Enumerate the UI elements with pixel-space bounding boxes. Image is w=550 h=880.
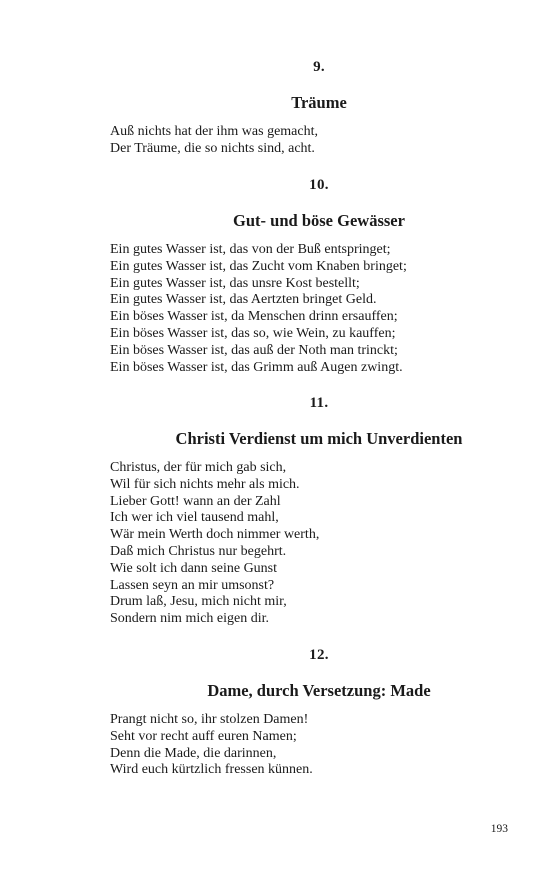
poem-line: Seht vor recht auff euren Namen;	[110, 728, 297, 744]
poem-line: Ein gutes Wasser ist, das unsre Kost bestellt;	[110, 275, 360, 291]
poem-line: Wird euch kürtzlich fressen künnen.	[110, 762, 313, 778]
poem-title: Träume	[291, 93, 347, 112]
poem-line: Christus, der für mich gab sich,	[110, 460, 287, 475]
poem-line: Lassen seyn an mir umsonst?	[110, 577, 275, 593]
poem-10	[110, 176, 528, 376]
poem-line: Sondern nim mich eigen dir.	[110, 611, 270, 627]
poem-number: 10.	[309, 177, 329, 193]
poem-lines	[110, 242, 528, 376]
poem-line: Ein böses Wasser ist, das auß der Noth man trinckt;	[110, 342, 398, 358]
poem-line: Wil für sich nichts mehr als mich.	[110, 476, 300, 492]
poem-line: Auß nichts hat der ihm was gemacht,	[110, 124, 319, 139]
poem-12	[110, 646, 528, 779]
poem-number: 9.	[313, 59, 325, 75]
poem-line: Ein gutes Wasser ist, das Zucht vom Knaben bringet;	[110, 258, 407, 274]
poem-line: Ein gutes Wasser ist, das von der Buß entspringet;	[110, 242, 391, 257]
poem-number: 11.	[309, 395, 329, 411]
poem-lines	[110, 460, 528, 628]
poem-line: Ein böses Wasser ist, da Menschen drinn ersauffen;	[110, 309, 398, 325]
poem-line: Lieber Gott! wann an der Zahl	[110, 493, 281, 509]
poem-number: 12.	[309, 647, 329, 663]
poem-title: Christi Verdienst um mich Unverdienten	[175, 429, 463, 448]
poem-title: Gut- und böse Gewässer	[233, 211, 405, 230]
poem-line: Denn die Made, die darinnen,	[110, 745, 277, 761]
poem-line: Ich wer ich viel tausend mahl,	[110, 510, 279, 526]
poem-line: Ein böses Wasser ist, das so, wie Wein, zu kauffen;	[110, 325, 396, 341]
poem-11	[110, 394, 528, 628]
poem-line: Ein gutes Wasser ist, das Aertzten bringet Geld.	[110, 292, 377, 308]
poem-line: Drum laß, Jesu, mich nicht mir,	[110, 594, 287, 610]
poem-line: Daß mich Christus nur begehrt.	[110, 543, 287, 559]
poem-lines	[110, 712, 528, 779]
poem-title: Dame, durch Versetzung: Made	[207, 681, 431, 700]
poem-line: Wär mein Werth doch nimmer werth,	[110, 527, 320, 543]
poem-line: Ein böses Wasser ist, das Grimm auß Augen zwingt.	[110, 359, 403, 375]
poem-line: Der Träume, die so nichts sind, acht.	[110, 140, 315, 156]
page-number: 193	[490, 823, 508, 835]
poem-lines	[110, 124, 528, 158]
poem-line: Wie solt ich dann seine Gunst	[110, 560, 278, 576]
poem-line: Prangt nicht so, ihr stolzen Damen!	[110, 712, 309, 727]
poem-9	[110, 58, 528, 158]
